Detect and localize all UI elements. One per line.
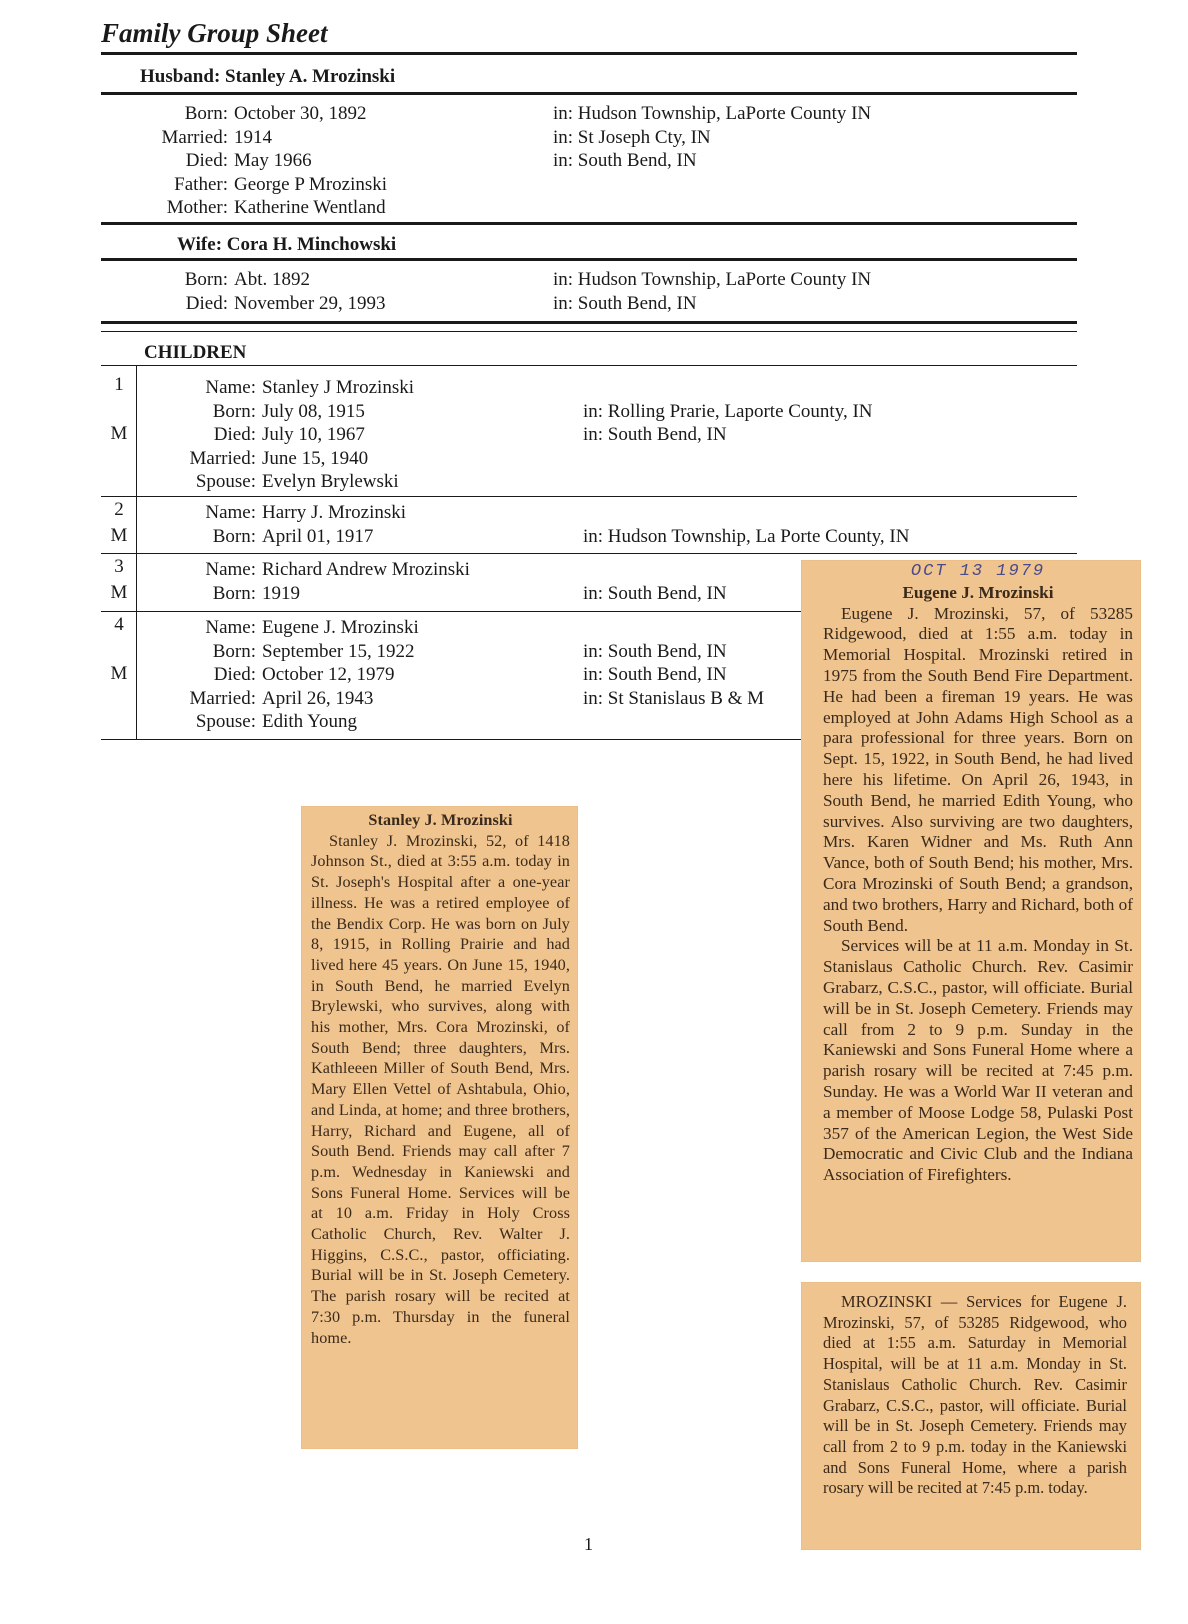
fact-label: Name: [205,502,256,523]
divider [101,258,1077,261]
fact-value: Stanley J Mrozinski [262,377,414,398]
fact-place: in: South Bend, IN [583,664,727,685]
divider [101,321,1077,324]
husband-heading: Husband: Stanley A. Mrozinski [140,66,396,87]
fact-label: Born: [212,582,256,604]
fact-place: in: St Joseph Cty, IN [553,126,711,148]
divider [101,222,1077,225]
child-sex: M [110,663,128,684]
fact-value: October 30, 1892 [234,103,367,124]
fact-label: Born: [184,103,228,124]
fact-label: Father: [174,173,228,195]
fact-value: Richard Andrew Mrozinski [262,559,470,580]
child-sex: M [110,582,128,603]
clipping-text: Stanley J. Mrozinski, 52, of 1418 Johnson St., died at 3:55 a.m. today in St. Joseph's Hospital after a one-year illness. He was a retired employee of the Bendix Corp. He was born on July 8, 1915, in Rolling Prairie and had lived here 45 years. On June 15, 1940, in South Bend, he married Evelyn Brylewski, who survives, along with his mother, Mrs. Cora Mrozinski, of South Bend; three daughters, Mrs. Kathleeen Miller of South Bend, Mrs. Mary Ellen Vettel of Ashtabula, Ohio, and Linda, at home; and three brothers, Harry, Richard and Eugene, all of South Bend. Friends may call after 7 p.m. Wednesday in Kaniewski and Sons Funeral Home. Services will be at 10 a.m. Friday in Holy Cross Catholic Church, Rev. Walter J. Higgins, C.S.C., pastor, officiating. Burial will be in St. Joseph Cemetery. The parish rosary will be recited at 7:30 p.m. Thursday in the funeral home. [311,831,570,1347]
fact-place: in: South Bend, IN [583,582,727,604]
clipping-headline: Eugene J. Mrozinski [902,582,1054,602]
clipping-text: Eugene J. Mrozinski, 57, of 53285 Ridgewood, died at 1:55 a.m. today in Memorial Hospital. Mrozinski retired in 1975 from the South Bend Fire Department. He had been a fireman 19 years. He was employed at John Adams High School as a para professional for three years. Born on Sept. 15, 1922, in South Bend, he had lived here his lifetime. On April 26, 1943, in South Bend, he married Edith Young, who survives. Also surviving are two daughters, Mrs. Karen Widner and Ms. Ruth Ann Vance, both of South Bend; his mother, Mrs. Cora Mrozinski of South Bend; a grandson, and two brothers, Harry and Richard, both of South Bend. [823,603,1133,935]
fact-label: Name: [205,377,256,398]
fact-value: 1914 [234,126,272,148]
clipping-text-services: Services will be at 11 a.m. Monday in St. Stanislaus Catholic Church. Rev. Casimir Grabarz, C.S.C., pastor, will officiate. Burial will be in St. Joseph Cemetery. Friends may call from 2 to 9 p.m. Sunday in the Kaniewski and Sons Funeral Home where a parish rosary will be recited at 7:45 p.m. Sunday. He was a World War II veteran and a member of Moose Lodge 58, Pulaski Post 357 of the American Legion, the West Side Democratic and Civic Club and the Indiana Association of Firefighters. [823,936,1133,1185]
children-heading: CHILDREN [144,342,247,363]
fact-value: 1919 [262,582,300,604]
child-sex: M [110,525,128,546]
clipping-text: MROZINSKI — Services for Eugene J. Mrozinski, 57, of 53285 Ridgewood, who died at 1:55 a.m. Saturday in Memorial Hospital, will be at 11 a.m. Monday in St. Stanislaus Catholic Church. Rev. Casimir Grabarz, C.S.C., pastor, will officiate. Burial will be in St. Joseph Cemetery. Friends may call from 2 to 9 p.m. today in the Kaniewski and Sons Funeral Home, where a parish rosary will be recited at 7:45 p.m. today. [823,1292,1127,1498]
child-divider [101,553,1077,554]
fact-place: in: South Bend, IN [553,292,697,314]
fact-value: Harry J. Mrozinski [262,502,407,523]
fact-value: July 08, 1915 [262,400,365,422]
clipping-headline: Stanley J. Mrozinski [368,811,513,829]
child-number: 2 [114,499,124,520]
fact-label: Spouse: [195,471,256,492]
fact-label: Mother: [166,197,228,218]
handwritten-date: OCT 13 1979 [910,562,1046,581]
fact-value: April 01, 1917 [262,525,374,547]
newspaper-clipping-eugene [801,560,1141,1262]
divider [101,52,1077,55]
fact-label: Died: [185,150,228,171]
divider [101,365,1077,366]
fact-place: in: Rolling Prarie, Laporte County, IN [583,400,873,422]
fact-place: in: South Bend, IN [583,640,727,662]
fact-place: in: Hudson Township, LaPorte County IN [553,269,872,290]
fact-value: October 12, 1979 [262,664,395,685]
fact-value: April 26, 1943 [262,687,374,709]
fact-label: Name: [205,559,256,580]
fact-place: in: South Bend, IN [583,424,727,445]
fact-value: June 15, 1940 [262,447,369,469]
fact-label: Born: [212,400,256,422]
child-divider [101,739,801,740]
fact-label: Spouse: [195,711,256,732]
child-divider [101,496,1077,497]
fact-label: Born: [212,640,256,662]
fact-value: Edith Young [262,711,358,732]
divider [101,331,1077,332]
fact-place: in: Hudson Township, La Porte County, IN [583,525,910,547]
fact-label: Married: [161,126,228,148]
fact-value: September 15, 1922 [262,640,415,662]
fact-label: Died: [185,292,228,314]
fact-value: Abt. 1892 [234,269,310,290]
page-number: 1 [584,1534,593,1554]
fact-value: May 1966 [234,150,312,171]
newspaper-clipping-notice [801,1282,1141,1550]
fact-place: in: St Stanislaus B & M [583,687,765,709]
fact-value: Katherine Wentland [234,197,386,218]
wife-heading: Wife: Cora H. Minchowski [177,234,397,255]
fact-place: in: Hudson Township, LaPorte County IN [553,103,872,124]
fact-value: Evelyn Brylewski [262,471,399,492]
fact-value: George P Mrozinski [234,173,388,195]
fact-value: Eugene J. Mrozinski [262,617,419,638]
fact-place: in: South Bend, IN [553,150,697,171]
fact-label: Died: [213,424,256,445]
child-sex: M [110,423,128,444]
fact-label: Born: [212,525,256,547]
fact-label: Born: [184,269,228,290]
fact-label: Name: [205,617,256,638]
fact-label: Married: [189,447,256,469]
fact-label: Died: [213,664,256,685]
newspaper-clipping-stanley [301,806,578,1449]
child-number: 1 [114,374,124,395]
fact-label: Married: [189,687,256,709]
fact-value: July 10, 1967 [262,424,365,445]
child-number: 3 [114,556,124,577]
fact-value: November 29, 1993 [234,292,386,314]
child-number: 4 [114,614,124,635]
divider [101,92,1077,95]
page-title: Family Group Sheet [101,18,328,48]
